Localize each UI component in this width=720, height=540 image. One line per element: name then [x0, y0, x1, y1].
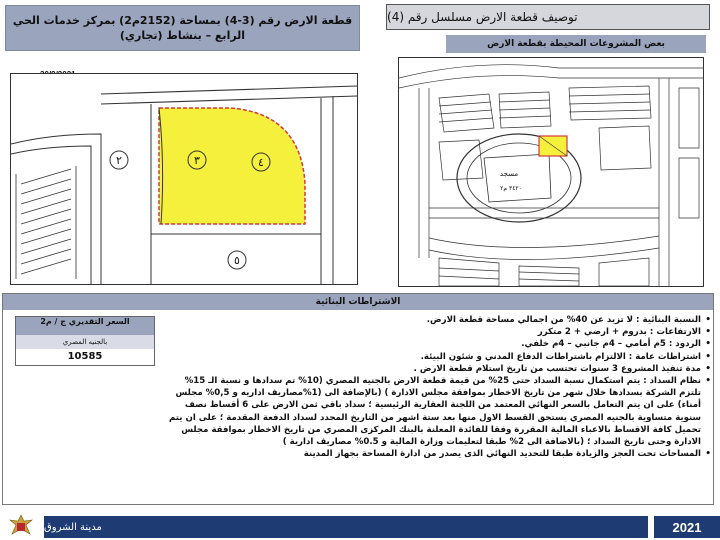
building-conditions-panel — [2, 293, 714, 505]
parcel-2-label: ٢ — [116, 154, 122, 167]
condition-item: • مدة تنفيذ المشروع 3 سنوات تحتسب من تاريخ استلام قطعة الارض . — [163, 363, 711, 375]
highlighted-parcel — [159, 108, 305, 224]
condition-item: • النسبة البنائية : لا تزيد عن 40% من اجمالي مساحة قطعة الارض. — [163, 314, 711, 326]
surrounding-projects-label: بعض المشروعات المحيطة بقطعة الارض — [446, 35, 706, 53]
price-currency: بالجنيه المصري — [16, 335, 154, 349]
condition-item: • نظام السداد : يتم استكمال نسبة السداد حتى 25% من قيمة قطعة الارض بالجنيه المصري (10% تم سدادها و نسبة الـ 15% تلتزم الشركة بسدادها خلال شهر من تاريخ الاخطار بموافقة مجلس الادارة ) (بالإضافة الى (1%مصاريف اداريه و 0,5% مجلس أمناء) على ان يتم التعامل بالسعر النهائي المعتمد من اللجنة العقارية الرئيسية ؛ سداد باقي ثمن الارض على 6 أقساط نصف سنوية متساوية بالجنيه المصري يستحق القسط الاول منها بعد ستة اشهر من التاريخ المحدد لسداد الدفعة المقدمة ؛ على ان يتم تحميل كافة الاقساط بالاعباء المالية المقررة وفقا للفائدة المعلنة بالبنك المركزى المصري من تاريخ الاخطار بموافقة مجلس الادارة وحتى تاريخ السداد ؛ (بالاضافة الى 2% طبقا لتعليمات وزارة المالية و 0.5% مصاريف ادارية ) — [163, 375, 711, 448]
left-panel-title — [5, 5, 360, 51]
parcel-site-map — [10, 73, 358, 285]
footer-city: مدينة الشروق — [44, 521, 102, 533]
conditions-title: الاشتراطات البنائية — [3, 294, 713, 310]
footer-city-bar — [44, 516, 648, 538]
right-panel-title — [386, 4, 710, 30]
parcel-5-marker — [228, 251, 246, 269]
conditions-list — [163, 314, 711, 502]
footer-year: 2021 — [654, 516, 720, 538]
mosque-label: مسجد — [499, 170, 519, 178]
surrounding-area-map — [398, 57, 704, 287]
parcel-4-label: ٤ — [258, 156, 264, 169]
parcel-2-marker — [110, 151, 128, 169]
condition-item: • المساحات تحت العجز والزيادة طبقا للتحديد النهائي الذى يصدر من ادارة المساحة بجهاز المدينة — [163, 448, 711, 460]
price-value: 10585 — [67, 351, 103, 362]
area-plan-drawing — [399, 58, 703, 286]
estimated-price-box — [15, 316, 155, 366]
parcel-5-label: ٥ — [234, 254, 240, 267]
condition-item: • اشتراطات عامة : الالتزام باشتراطات الدفاع المدني و شئون البيئة. — [163, 351, 711, 363]
area-label: ٣٤٢٠ م٢ — [500, 185, 522, 192]
serial-title-text: توصيف قطعة الارض مسلسل رقم (4) — [387, 10, 578, 24]
parcel-3-label: ٣ — [194, 154, 200, 167]
eagle-emblem-icon — [4, 512, 38, 540]
condition-item: • الردود : 5م أمامي – 4م جانبي – 4م خلفي. — [163, 338, 711, 350]
price-header: السعر التقديري ج / م2 — [16, 317, 154, 335]
site-plan-drawing — [11, 74, 357, 284]
condition-item: • الارتفاعات : بدروم + ارضي + 2 متكرر — [163, 326, 711, 338]
parcel-title-text: قطعة الارض رقم (3-4) بمساحة (2152م2) بمركز خدمات الحي الرابع – بنشاط (تجاري) — [12, 14, 353, 42]
parking-area — [16, 166, 76, 279]
